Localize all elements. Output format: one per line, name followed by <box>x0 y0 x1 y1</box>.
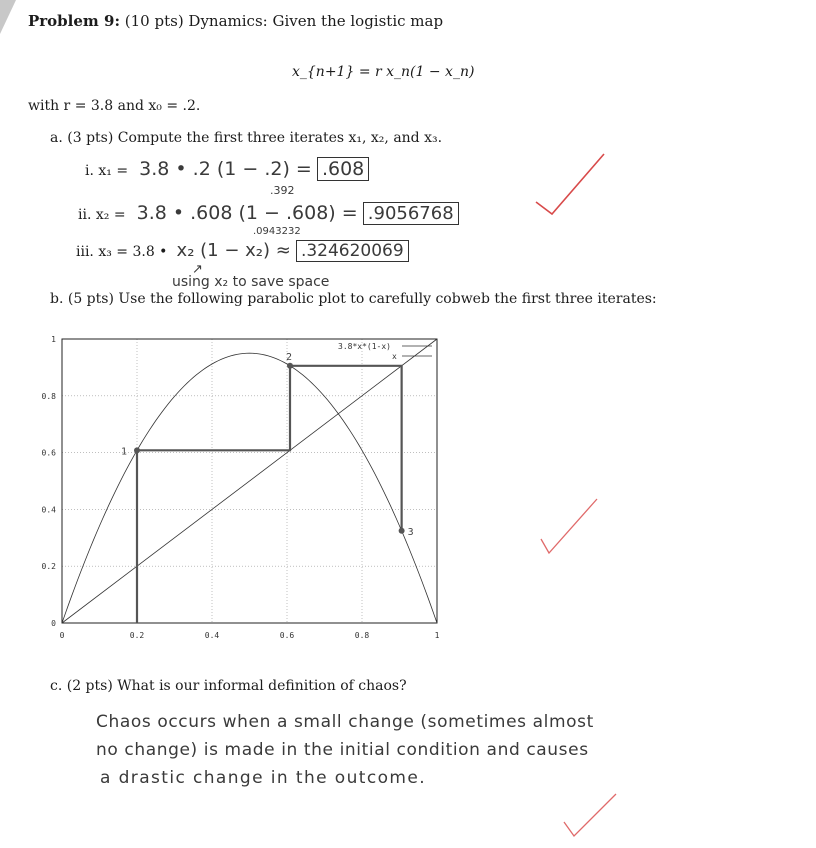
series-line-logistic <box>62 353 437 623</box>
cobweb-chart <box>30 326 450 646</box>
cobweb-point <box>399 528 405 534</box>
iterate-row-2 <box>78 202 459 224</box>
iterate-label: iii. x₃ = 3.8 • <box>76 244 168 260</box>
iterate-label: ii. x₂ = <box>78 207 126 223</box>
problem-heading: Problem 9: <box>28 12 120 30</box>
answer-line: a drastic change in the outcome. <box>100 768 426 788</box>
y-tick-label: 0.6 <box>41 448 56 458</box>
part-a-prompt: a. (3 pts) Compute the first three iterates x₁, x₂, and x₃. <box>50 130 443 146</box>
x-tick-label: 0.4 <box>204 631 220 640</box>
iterate-note: .392 <box>270 184 295 197</box>
iterate-answer: .324620069 <box>296 240 409 262</box>
logistic-equation: x_{n+1} = r x_n(1 − x_n) <box>292 64 475 80</box>
part-c-prompt: c. (2 pts) What is our informal definition of chaos? <box>50 678 407 694</box>
x-tick-label: 0.6 <box>279 631 295 640</box>
parameters-line: with r = 3.8 and x₀ = .2. <box>28 98 201 114</box>
legend-label: 3.8*x*(1-x) <box>338 342 391 351</box>
y-tick-label: 1 <box>51 335 56 344</box>
iterate-note: .0943232 <box>253 226 301 237</box>
cobweb-path <box>137 366 402 623</box>
iterate-label: i. x₁ = <box>85 163 129 179</box>
answer-line: no change) is made in the initial condition and causes <box>96 740 589 760</box>
cobweb-label: 2 <box>286 351 293 363</box>
x-tick-label: 0.2 <box>129 631 145 640</box>
series-line-identity <box>62 339 437 623</box>
checkmark-icon <box>560 790 620 840</box>
iterate-answer: .9056768 <box>363 202 459 225</box>
part-b-prompt: b. (5 pts) Use the following parabolic plot to carefully cobweb the first three iterates: <box>50 291 657 307</box>
iterate-row-1 <box>85 158 369 180</box>
iterate-work: 3.8 • .2 (1 − .2) = <box>139 158 312 180</box>
y-tick-label: 0.4 <box>41 505 56 515</box>
arrow-icon: ↗ <box>192 262 203 277</box>
problem-points: (10 pts) Dynamics: Given the logistic map <box>124 12 444 30</box>
answer-line: Chaos occurs when a small change (sometimes almost <box>96 712 594 732</box>
cobweb-label: 1 <box>121 446 128 458</box>
x-tick-label: 0.8 <box>354 631 370 640</box>
y-tick-label: 0.8 <box>41 391 56 401</box>
checkmark-icon <box>535 495 605 560</box>
iterate-row-3 <box>76 240 409 261</box>
x-tick-label: 1 <box>434 631 440 640</box>
checkmark-icon <box>530 150 610 220</box>
legend <box>338 342 432 361</box>
cobweb-point <box>287 363 293 369</box>
iterate-work: x₂ (1 − x₂) ≈ <box>176 240 291 261</box>
x-tick-label: 0 <box>59 631 65 640</box>
y-tick-label: 0.2 <box>41 562 56 572</box>
iterate-answer: .608 <box>317 157 369 181</box>
cobweb-point <box>134 447 140 453</box>
page-corner-fold <box>0 0 16 34</box>
y-tick-label: 0 <box>51 619 56 628</box>
iterate-work: 3.8 • .608 (1 − .608) = <box>136 202 358 224</box>
problem-header <box>28 12 443 30</box>
cobweb-label: 3 <box>407 526 414 538</box>
legend-label: x <box>392 352 397 361</box>
footnote: using x₂ to save space <box>172 274 330 290</box>
